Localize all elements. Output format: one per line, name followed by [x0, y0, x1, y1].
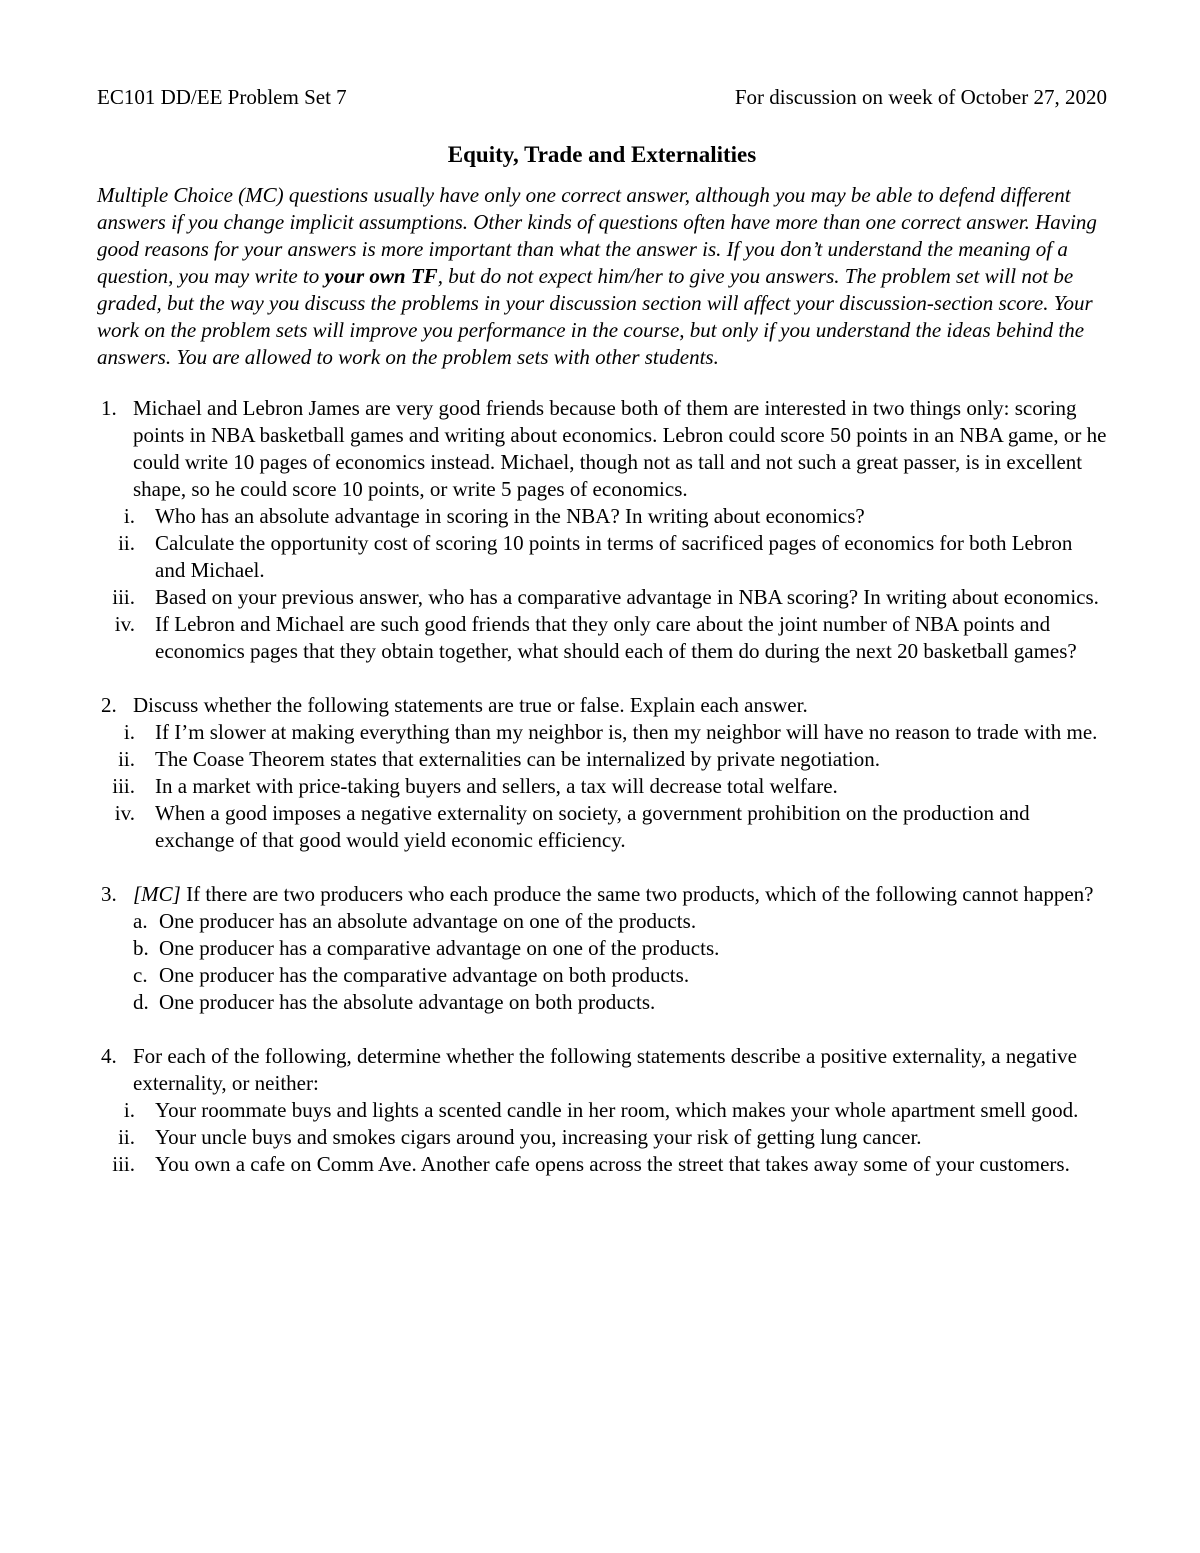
sub-question-label: iii. — [112, 774, 135, 798]
option-text: One producer has the comparative advantage on both products. — [159, 963, 690, 987]
sub-question-text: If I’m slower at making everything than my neighbor is, then my neighbor will have no reason to trade with me. — [155, 720, 1098, 744]
sub-question-text: In a market with price-taking buyers and sellers, a tax will decrease total welfare. — [155, 774, 838, 798]
page-header — [97, 84, 1107, 114]
sub-question — [112, 1151, 1107, 1178]
sub-question-label: ii. — [118, 531, 135, 555]
discussion-date: For discussion on week of October 27, 2020 — [734, 85, 1107, 109]
sub-question — [118, 746, 1107, 773]
sub-question-text: You own a cafe on Comm Ave. Another cafe opens across the street that takes away some of your customers. — [155, 1152, 1070, 1176]
answer-option — [133, 962, 1107, 989]
question-text: Discuss whether the following statements are true or false. Explain each answer. — [133, 693, 808, 717]
sub-question — [114, 611, 1107, 665]
sub-question-text: Your roommate buys and lights a scented candle in her room, which makes your whole apartment smell good. — [155, 1098, 1079, 1122]
sub-question — [118, 530, 1107, 584]
sub-question — [114, 800, 1107, 854]
question-text: If there are two producers who each produce the same two products, which of the following cannot happen? — [180, 882, 1094, 906]
question-number: 3. — [101, 882, 117, 906]
question-text: For each of the following, determine whether the following statements describe a positive externality, a negative externality, or neither: — [133, 1044, 1077, 1095]
answer-option — [133, 935, 1107, 962]
question-number: 2. — [101, 693, 117, 717]
sub-question-text: The Coase Theorem states that externalities can be internalized by private negotiation. — [155, 747, 881, 771]
sub-question — [112, 584, 1107, 611]
sub-question-label: ii. — [118, 747, 135, 771]
option-text: One producer has the absolute advantage on both products. — [159, 990, 656, 1014]
mc-tag: [MC] — [133, 882, 181, 906]
sub-question — [123, 503, 1107, 530]
sub-question-label: i. — [123, 504, 135, 528]
question-number: 4. — [101, 1044, 117, 1068]
question-4 — [97, 1043, 1107, 1178]
sub-question-text: When a good imposes a negative externality on society, a government prohibition on the production and exchange of that good would yield economic efficiency. — [155, 801, 1030, 852]
question-number: 1. — [101, 396, 117, 420]
question-text: Michael and Lebron James are very good friends because both of them are interested in two things only: scoring points in NBA basketball games and writing about economics. Lebron could score 50 points in an NBA game, or he could write 10 pages of economics instead. Michael, though not as tall and not such a great passer, is in excellent shape, so he could score 10 points, or write 5 pages of economics. — [133, 396, 1107, 501]
sub-question-text: Your uncle buys and smokes cigars around you, increasing your risk of getting lung cancer. — [155, 1125, 922, 1149]
instructions-text-part1: Multiple Choice (MC) questions usually have only one correct answer, although you may be able to defend different answers if you change implicit assumptions. Other kinds of questions often have more than one correct answer. Having good reasons for your answers is more important than what the answer is. If you don’t understand the meaning of a question, you may write to — [97, 183, 1097, 288]
answer-option — [133, 989, 1107, 1016]
document-page — [97, 84, 1107, 1205]
question-2 — [97, 692, 1107, 854]
question-3 — [97, 881, 1107, 1016]
instructions-paragraph — [97, 182, 1107, 371]
sub-question — [123, 719, 1107, 746]
option-text: One producer has an absolute advantage on one of the products. — [159, 909, 697, 933]
option-label: b. — [133, 936, 149, 960]
sub-question-label: i. — [123, 1098, 135, 1122]
instructions-bold-tf: your own TF — [324, 264, 438, 288]
course-label: EC101 DD/EE Problem Set 7 — [97, 85, 347, 109]
sub-question-text: If Lebron and Michael are such good friends that they only care about the joint number of NBA points and economics pages that they obtain together, what should each of them do during the next 20 basketball games? — [155, 612, 1077, 663]
sub-question-label: iv. — [114, 801, 135, 825]
question-text-wrapper — [133, 881, 1107, 908]
option-label: c. — [133, 963, 148, 987]
sub-question-label: iii. — [112, 1152, 135, 1176]
instructions-text-part2: , but do not expect him/her to give you answers. The problem set will not be graded, but the way you discuss the problems in your discussion section will affect your discussion-section score. Your work on the problem sets will improve you performance in the course, but only if you understand the ideas behind the answers. You are allowed to work on the problem sets with other students. — [97, 264, 1093, 369]
option-label: d. — [133, 990, 149, 1014]
sub-question — [123, 1097, 1107, 1124]
sub-question-text: Calculate the opportunity cost of scoring 10 points in terms of sacrificed pages of economics for both Lebron and Michael. — [155, 531, 1073, 582]
sub-question-label: ii. — [118, 1125, 135, 1149]
question-1 — [97, 395, 1107, 665]
sub-question — [118, 1124, 1107, 1151]
sub-question — [112, 773, 1107, 800]
page-title: Equity, Trade and Externalities — [447, 142, 757, 167]
answer-option — [133, 908, 1107, 935]
sub-question-text: Based on your previous answer, who has a comparative advantage in NBA scoring? In writing about economics. — [155, 585, 1099, 609]
option-text: One producer has a comparative advantage on one of the products. — [159, 936, 720, 960]
sub-question-label: iv. — [114, 612, 135, 636]
sub-question-label: i. — [123, 720, 135, 744]
sub-question-text: Who has an absolute advantage in scoring in the NBA? In writing about economics? — [155, 504, 865, 528]
sub-question-label: iii. — [112, 585, 135, 609]
option-label: a. — [133, 909, 148, 933]
